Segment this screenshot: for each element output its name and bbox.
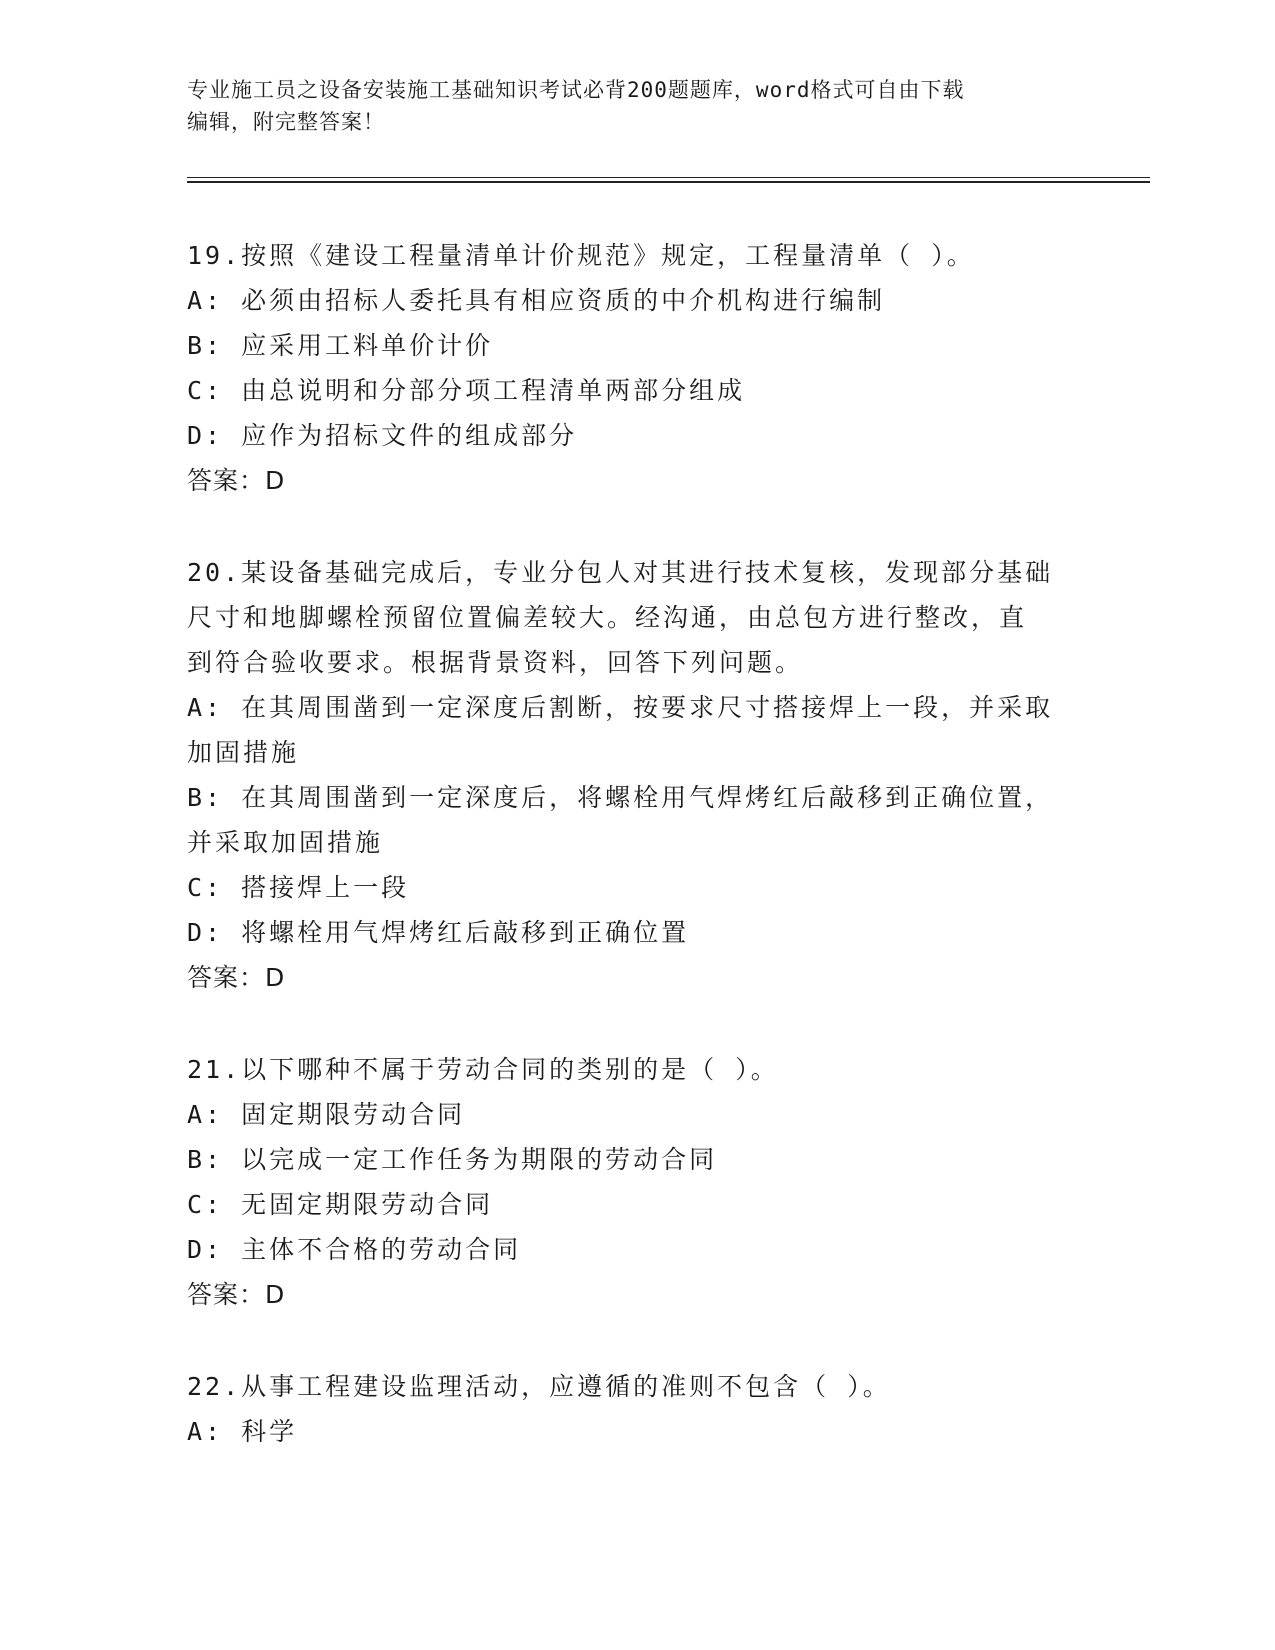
question-stem: 19.按照《建设工程量清单计价规范》规定，工程量清单（ ）。: [187, 241, 975, 270]
question-list: [187, 233, 1087, 1454]
question-22: [187, 1364, 1087, 1454]
option-b-line-1: B: 在其周围凿到一定深度后，将螺栓用气焊烤红后敲移到正确位置，: [187, 783, 1054, 812]
option-d: D: 将螺栓用气焊烤红后敲移到正确位置: [187, 918, 690, 947]
option-a: A: 必须由招标人委托具有相应资质的中介机构进行编制: [187, 286, 886, 315]
option-a: A: 固定期限劳动合同: [187, 1100, 466, 1129]
option-a-line-2: 加固措施: [187, 738, 300, 767]
option-d: D: 应作为招标文件的组成部分: [187, 421, 578, 450]
question-stem-line-1: 20.某设备基础完成后，专业分包人对其进行技术复核，发现部分基础: [187, 558, 1054, 587]
question-stem: 22.从事工程建设监理活动，应遵循的准则不包含（ ）。: [187, 1372, 891, 1401]
header-rule-thick: [187, 181, 1150, 183]
answer-label: 答案：D: [187, 1280, 286, 1309]
option-c: C: 由总说明和分部分项工程清单两部分组成: [187, 376, 746, 405]
document-header: [187, 74, 1087, 138]
option-a: A: 科学: [187, 1417, 298, 1446]
header-line-2: 编辑，附完整答案！: [187, 110, 385, 134]
option-b-line-2: 并采取加固措施: [187, 828, 384, 857]
option-c: C: 搭接焊上一段: [187, 873, 410, 902]
question-stem-line-3: 到符合验收要求。根据背景资料，回答下列问题。: [187, 648, 804, 677]
option-b: B: 应采用工料单价计价: [187, 331, 494, 360]
answer-label: 答案：D: [187, 466, 286, 495]
question-stem: 21.以下哪种不属于劳动合同的类别的是（ ）。: [187, 1055, 779, 1084]
question-21: [187, 1047, 1087, 1317]
question-stem-line-2: 尺寸和地脚螺栓预留位置偏差较大。经沟通，由总包方进行整改，直: [187, 603, 1028, 632]
header-rule-thin: [187, 177, 1150, 178]
option-c: C: 无固定期限劳动合同: [187, 1190, 494, 1219]
option-a-line-1: A: 在其周围凿到一定深度后割断，按要求尺寸搭接焊上一段，并采取: [187, 693, 1054, 722]
answer-label: 答案：D: [187, 963, 286, 992]
question-20: [187, 550, 1087, 1000]
option-d: D: 主体不合格的劳动合同: [187, 1235, 522, 1264]
option-b: B: 以完成一定工作任务为期限的劳动合同: [187, 1145, 718, 1174]
question-19: [187, 233, 1087, 503]
header-line-1: 专业施工员之设备安装施工基础知识考试必背200题题库，word格式可自由下载: [187, 78, 965, 102]
